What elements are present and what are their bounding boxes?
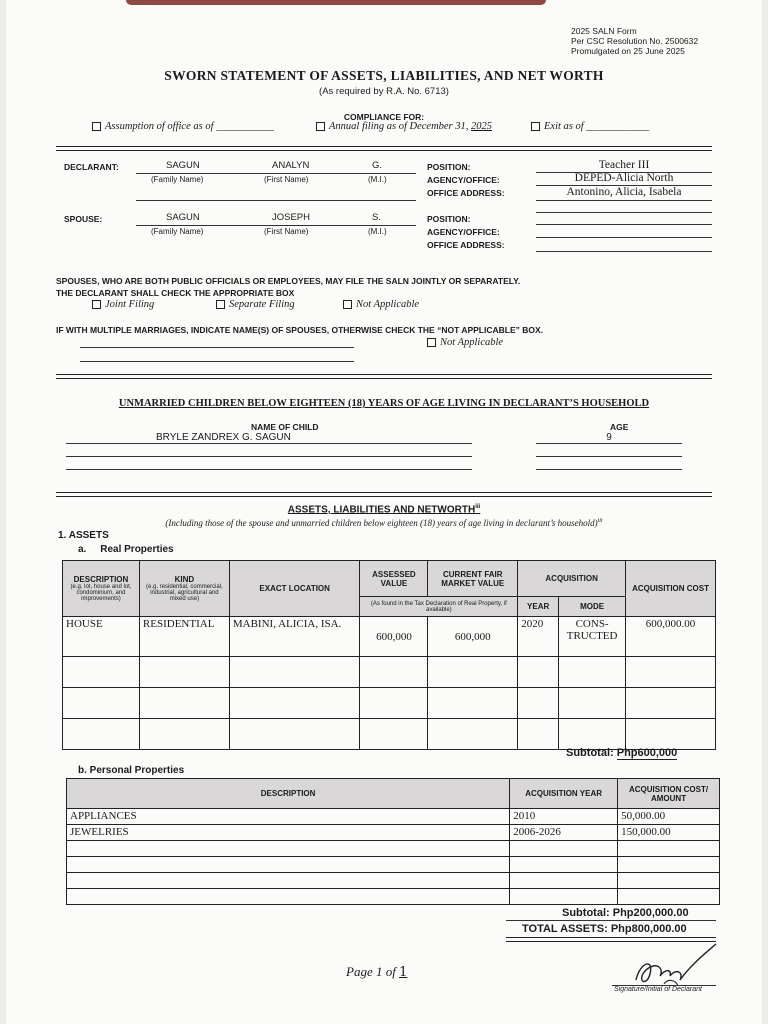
assets-section-label: 1. ASSETS	[58, 530, 109, 541]
acquisition-header: ACQUISITION	[518, 561, 626, 597]
assets-heading-sup: iii	[475, 504, 481, 510]
annual-year: 2025	[471, 121, 493, 132]
page-prefix: Page 1 of	[346, 964, 396, 979]
spouse-address-line	[536, 251, 712, 252]
real-subtotal-label: Subtotal:	[566, 747, 614, 759]
spouse-first-name: JOSEPH	[272, 212, 311, 223]
year-header: YEAR	[518, 597, 559, 617]
spouse-position-line	[536, 224, 712, 225]
declarant-position: Teacher III	[598, 159, 650, 171]
declarant-agency: DEPED-Alicia North	[574, 172, 674, 184]
declarant-address-label: OFFICE ADDRESS:	[427, 188, 505, 198]
declarant-mi-caption: (M.I.)	[368, 175, 387, 184]
child-name-column: NAME OF CHILD	[251, 422, 319, 432]
assets-heading	[6, 504, 762, 515]
age-line-2	[536, 456, 682, 457]
personal-year: 2006-2026	[510, 825, 618, 841]
assets-note	[6, 518, 762, 528]
declarant-blank-line	[136, 200, 416, 201]
assets-heading-text: ASSETS, LIABILITIES AND NETWORTH	[287, 504, 476, 516]
form-name: 2025 SALN Form	[571, 26, 637, 36]
description-header-text: DESCRIPTION	[73, 575, 129, 584]
spouse-family-caption: (Family Name)	[151, 227, 204, 236]
real-location: MABINI, ALICIA, ISA.	[229, 617, 360, 657]
declarant-position-label: POSITION:	[427, 162, 471, 172]
personal-cost: 50,000.00	[618, 809, 720, 825]
separate-label: Separate Filing	[229, 299, 295, 310]
real-subtotal-value: Php600,000	[616, 747, 678, 759]
assets-note-sup: iii	[597, 518, 603, 524]
child-line-3	[66, 469, 472, 470]
table-row	[67, 841, 720, 857]
spouse-mi-caption: (M.I.)	[368, 227, 387, 236]
real-subtotal	[566, 747, 677, 759]
csc-resolution: Per CSC Resolution No. 2500632	[571, 36, 699, 46]
address-line	[536, 200, 712, 201]
joint-filing-note: SPOUSES, WHO ARE BOTH PUBLIC OFFICIALS OR EMPLOYEES, MAY FILE THE SALN JOINTLY OR SEPARATELY.	[56, 276, 521, 286]
separate-filing-option[interactable]	[216, 299, 295, 310]
personal-properties-table	[66, 778, 720, 905]
mode-header: MODE	[559, 597, 626, 617]
not-applicable-label: Not Applicable	[356, 299, 420, 310]
separate-checkbox[interactable]	[216, 300, 225, 309]
form-identification	[571, 26, 698, 56]
kind-header-sub: (e.g. residential, commercial, industrial, agricultural and mixed use)	[146, 584, 223, 602]
personal-year-header: ACQUISITION YEAR	[510, 779, 618, 809]
age-line-3	[536, 469, 682, 470]
personal-properties-label: b. Personal Properties	[78, 765, 185, 776]
page-number	[346, 964, 407, 980]
multiple-na-checkbox[interactable]	[427, 338, 436, 347]
personal-cost: 150,000.00	[618, 825, 720, 841]
section-divider	[56, 374, 712, 379]
real-mode: CONS-TRUCTED	[559, 617, 626, 657]
signature-caption: Signature/Initial of Declarant	[614, 986, 702, 993]
spouse-agency-label: AGENCY/OFFICE:	[427, 227, 500, 237]
assets-note-text: (Including those of the spouse and unmarried children below eighteen (18) years of age living in declarant’s household)	[165, 518, 598, 528]
child-name: BRYLE ZANDREX G. SAGUN	[156, 432, 291, 443]
section-divider	[56, 492, 712, 497]
exit-label: Exit as of ____________	[544, 121, 650, 132]
address-line-2	[536, 212, 712, 213]
personal-description-header: DESCRIPTION	[67, 779, 510, 809]
promulgation-date: Promulgated on 25 June 2025	[571, 46, 685, 56]
page-subtitle: (As required by R.A. No. 6713)	[319, 86, 449, 97]
assumption-checkbox[interactable]	[92, 122, 101, 131]
total-assets-value: Php800,000.00	[610, 923, 687, 935]
personal-subtotal-label: Subtotal:	[562, 907, 610, 919]
declarant-label: DECLARANT:	[64, 162, 119, 172]
children-heading: UNMARRIED CHILDREN BELOW EIGHTEEN (18) YEARS OF AGE LIVING IN DECLARANT’S HOUSEHOLD	[118, 398, 650, 409]
declarant-address: Antonino, Alicia, Isabela	[566, 186, 682, 198]
personal-subtotal	[562, 907, 689, 919]
assumption-label: Assumption of office as of ___________	[105, 121, 274, 132]
page-title: SWORN STATEMENT OF ASSETS, LIABILITIES, AND NET WORTH	[164, 68, 604, 83]
exit-checkbox[interactable]	[531, 122, 540, 131]
child-line-2	[66, 456, 472, 457]
real-properties-table	[62, 560, 716, 750]
declarant-mi: G.	[372, 160, 383, 171]
multiple-marriages-note: IF WITH MULTIPLE MARRIAGES, INDICATE NAME(S) OF SPOUSES, OTHERWISE CHECK THE “NOT APPLICABLE” BOX.	[56, 325, 544, 335]
not-applicable-checkbox[interactable]	[343, 300, 352, 309]
declarant-family-name: SAGUN	[166, 160, 200, 171]
annual-label: Annual filing as of December 31,	[329, 121, 469, 132]
real-properties-label: a. Real Properties	[78, 544, 174, 555]
kind-header-text: KIND	[174, 575, 195, 584]
real-assessed: 600,000	[360, 617, 428, 657]
page-total: 1	[399, 965, 408, 980]
spouse-first-caption: (First Name)	[264, 227, 309, 236]
table-row	[63, 617, 716, 657]
table-row	[67, 809, 720, 825]
position-line	[536, 172, 712, 173]
spouse-label: SPOUSE:	[64, 214, 103, 224]
exit-option[interactable]	[531, 121, 649, 132]
multiple-na-option[interactable]	[427, 337, 503, 348]
real-year: 2020	[518, 617, 559, 657]
spouse-mi: S.	[372, 212, 381, 223]
joint-checkbox[interactable]	[92, 300, 101, 309]
table-row	[63, 688, 716, 719]
spouse-agency-line	[536, 237, 712, 238]
table-row	[63, 719, 716, 750]
table-row	[67, 825, 720, 841]
section-divider	[56, 146, 712, 151]
joint-filing-option[interactable]	[92, 299, 154, 310]
age-line-1	[536, 443, 682, 444]
total-line-top	[506, 920, 716, 921]
spouse-name-line-1	[80, 347, 354, 348]
table-row	[67, 873, 720, 889]
table-row	[67, 857, 720, 873]
not-applicable-option[interactable]	[343, 299, 419, 310]
check-box-note: THE DECLARANT SHALL CHECK THE APPROPRIATE BOX	[56, 288, 295, 298]
multiple-na-label: Not Applicable	[440, 337, 504, 348]
fair-value-header: CURRENT FAIR MARKET VALUE	[428, 561, 518, 597]
personal-description: JEWELRIES	[67, 825, 510, 841]
declarant-agency-label: AGENCY/OFFICE:	[427, 175, 500, 185]
location-header: EXACT LOCATION	[229, 561, 360, 617]
compliance-heading: COMPLIANCE FOR:	[343, 112, 425, 122]
annual-filing-option[interactable]	[316, 121, 492, 132]
total-assets-label: TOTAL ASSETS:	[522, 923, 608, 935]
personal-year: 2010	[510, 809, 618, 825]
binder-clip-mark	[126, 0, 546, 5]
personal-cost-header: ACQUISITION COST/ AMOUNT	[618, 779, 720, 809]
real-cost: 600,000.00	[626, 617, 716, 657]
child-age: 9	[606, 432, 612, 443]
spouse-name-line	[136, 225, 416, 226]
declarant-first-name: ANALYN	[272, 160, 310, 171]
table-row	[63, 657, 716, 688]
spouse-family-name: SAGUN	[166, 212, 200, 223]
total-assets	[522, 923, 687, 935]
child-age-column: AGE	[610, 422, 629, 432]
assumption-option[interactable]	[92, 121, 274, 132]
declarant-name-line	[136, 173, 416, 174]
declarant-family-caption: (Family Name)	[151, 175, 204, 184]
child-line-1	[66, 443, 472, 444]
spouse-name-line-2	[80, 361, 354, 362]
saln-page	[6, 0, 762, 1024]
description-header-sub: (e.g. lot, house and lot, condominium, and improvements)	[70, 584, 132, 602]
personal-subtotal-value: Php200,000.00	[612, 907, 689, 919]
cost-header: ACQUISITION COST	[626, 561, 716, 617]
spouse-position-label: POSITION:	[427, 214, 471, 224]
agency-line	[536, 185, 712, 186]
table-row	[67, 889, 720, 905]
description-header	[63, 561, 140, 617]
real-fair: 600,000	[428, 617, 518, 657]
declarant-first-caption: (First Name)	[264, 175, 309, 184]
kind-header	[139, 561, 229, 617]
personal-description: APPLIANCES	[67, 809, 510, 825]
tax-declaration-note: (As found in the Tax Declaration of Real Property, if available)	[360, 597, 518, 617]
assessed-header: ASSESSED VALUE	[360, 561, 428, 597]
real-kind: RESIDENTIAL	[139, 617, 229, 657]
joint-label: Joint Filing	[105, 299, 155, 310]
spouse-address-label: OFFICE ADDRESS:	[427, 240, 505, 250]
annual-checkbox[interactable]	[316, 122, 325, 131]
real-description: HOUSE	[63, 617, 140, 657]
